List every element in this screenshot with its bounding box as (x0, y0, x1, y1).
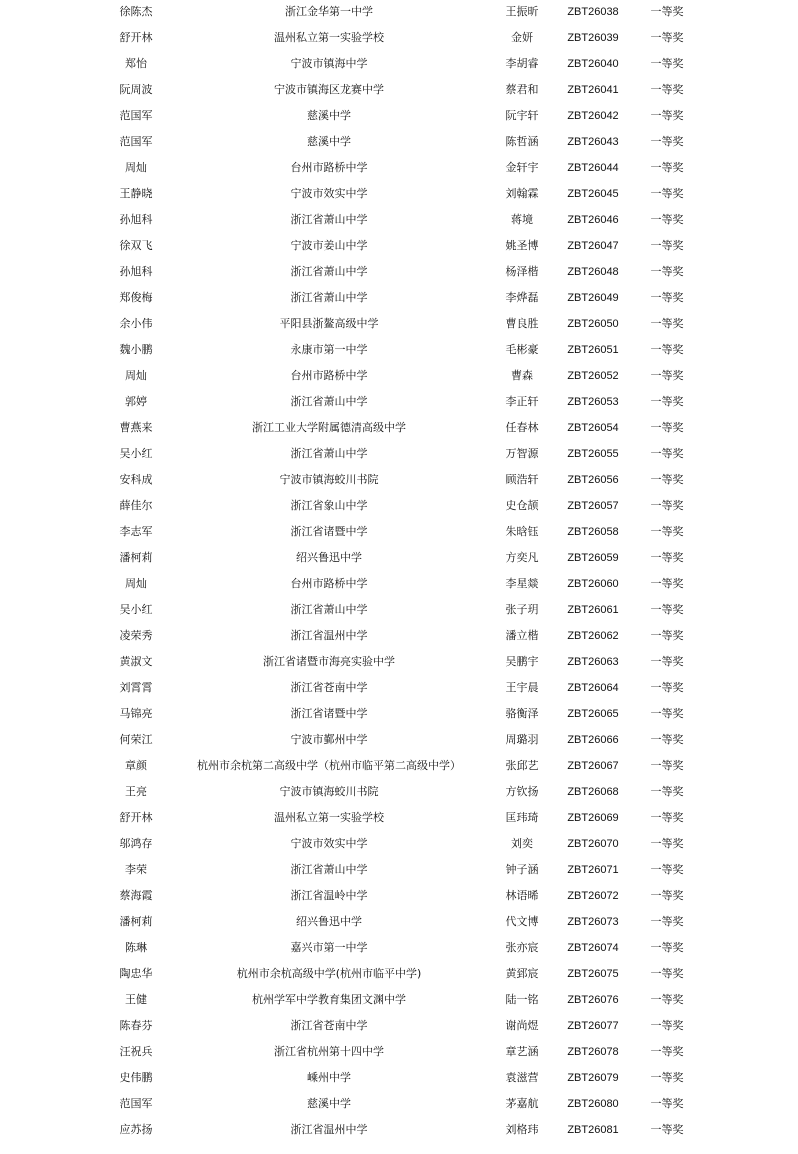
table-row (0, 728, 798, 754)
table-row (0, 390, 798, 416)
table-row (0, 156, 798, 182)
school-name-cell: 宁波市鄞州中学 (290, 733, 368, 746)
student-name-cell: 毛彬豪 (505, 343, 539, 356)
table-row (0, 702, 798, 728)
teacher-name-cell: 应苏扬 (119, 1123, 153, 1136)
award-level-cell: 一等奖 (650, 421, 684, 434)
certificate-code-cell: ZBT26053 (567, 396, 619, 408)
table-row (0, 494, 798, 520)
teacher-name-cell: 何荣江 (119, 733, 153, 746)
school-name-cell: 平阳县浙鳌高级中学 (279, 317, 379, 330)
certificate-code-cell: ZBT26043 (567, 136, 619, 148)
teacher-name-cell: 周灿 (125, 369, 147, 382)
award-level-cell: 一等奖 (650, 265, 684, 278)
teacher-name-cell: 史伟鹏 (119, 1071, 153, 1084)
teacher-name-cell: 徐双飞 (119, 239, 153, 252)
table-row (0, 988, 798, 1014)
school-name-cell: 宁波市镇海蛟川书院 (279, 785, 379, 798)
certificate-code-cell: ZBT26077 (567, 1020, 619, 1032)
certificate-code-cell: ZBT26068 (567, 786, 619, 798)
certificate-code-cell: ZBT26062 (567, 630, 619, 642)
teacher-name-cell: 潘柯莉 (119, 915, 153, 928)
table-row (0, 182, 798, 208)
school-name-cell: 浙江省萧山中学 (290, 265, 368, 278)
school-name-cell: 浙江省苍南中学 (290, 1019, 368, 1032)
student-name-cell: 李胡睿 (505, 57, 539, 70)
table-row (0, 52, 798, 78)
award-level-cell: 一等奖 (650, 759, 684, 772)
table-row (0, 468, 798, 494)
school-name-cell: 浙江省萧山中学 (290, 863, 368, 876)
table-row (0, 78, 798, 104)
student-name-cell: 任春林 (505, 421, 539, 434)
certificate-code-cell: ZBT26046 (567, 214, 619, 226)
school-name-cell: 温州私立第一实验学校 (274, 31, 384, 44)
award-level-cell: 一等奖 (650, 473, 684, 486)
certificate-code-cell: ZBT26071 (567, 864, 619, 876)
award-level-cell: 一等奖 (650, 707, 684, 720)
award-level-cell: 一等奖 (650, 993, 684, 1006)
student-name-cell: 朱晗钰 (505, 525, 539, 538)
school-name-cell: 浙江省诸暨市海亮实验中学 (263, 655, 395, 668)
award-level-cell: 一等奖 (650, 213, 684, 226)
student-name-cell: 方钦扬 (505, 785, 539, 798)
student-name-cell: 钟子涵 (505, 863, 539, 876)
certificate-code-cell: ZBT26081 (567, 1124, 619, 1136)
table-row (0, 1066, 798, 1092)
teacher-name-cell: 郑怡 (125, 57, 147, 70)
award-level-cell: 一等奖 (650, 395, 684, 408)
student-name-cell: 吴鹏宇 (505, 655, 539, 668)
award-level-cell: 一等奖 (650, 317, 684, 330)
award-level-cell: 一等奖 (650, 1097, 684, 1110)
award-level-cell: 一等奖 (650, 57, 684, 70)
teacher-name-cell: 陈琳 (125, 941, 147, 954)
table-row (0, 26, 798, 52)
certificate-code-cell: ZBT26059 (567, 552, 619, 564)
student-name-cell: 陈哲涵 (505, 135, 539, 148)
teacher-name-cell: 王静晓 (119, 187, 153, 200)
teacher-name-cell: 郭婷 (125, 395, 147, 408)
certificate-code-cell: ZBT26051 (567, 344, 619, 356)
certificate-code-cell: ZBT26080 (567, 1098, 619, 1110)
award-level-cell: 一等奖 (650, 941, 684, 954)
school-name-cell: 浙江省象山中学 (290, 499, 368, 512)
table-row (0, 286, 798, 312)
school-name-cell: 台州市路桥中学 (290, 161, 368, 174)
award-level-cell: 一等奖 (650, 5, 684, 18)
school-name-cell: 宁波市效实中学 (290, 837, 368, 850)
student-name-cell: 阮宇轩 (505, 109, 539, 122)
certificate-code-cell: ZBT26042 (567, 110, 619, 122)
award-level-cell: 一等奖 (650, 629, 684, 642)
school-name-cell: 宁波市姜山中学 (290, 239, 368, 252)
award-level-cell: 一等奖 (650, 837, 684, 850)
award-level-cell: 一等奖 (650, 1045, 684, 1058)
teacher-name-cell: 范国军 (119, 135, 153, 148)
award-level-cell: 一等奖 (650, 135, 684, 148)
table-row (0, 0, 798, 26)
student-name-cell: 匡玮琦 (505, 811, 539, 824)
table-row (0, 234, 798, 260)
table-row (0, 832, 798, 858)
award-level-cell: 一等奖 (650, 811, 684, 824)
school-name-cell: 嘉兴市第一中学 (290, 941, 368, 954)
award-level-cell: 一等奖 (650, 655, 684, 668)
school-name-cell: 嵊州中学 (307, 1071, 351, 1084)
table-row (0, 442, 798, 468)
award-level-cell: 一等奖 (650, 733, 684, 746)
teacher-name-cell: 李志军 (119, 525, 153, 538)
teacher-name-cell: 安科成 (119, 473, 153, 486)
student-name-cell: 章艺涵 (505, 1045, 539, 1058)
student-name-cell: 姚圣博 (505, 239, 539, 252)
table-row (0, 910, 798, 936)
table-row (0, 1092, 798, 1118)
certificate-code-cell: ZBT26076 (567, 994, 619, 1006)
certificate-code-cell: ZBT26052 (567, 370, 619, 382)
school-name-cell: 杭州市余杭高级中学(杭州市临平中学) (236, 967, 422, 980)
student-name-cell: 李正轩 (505, 395, 539, 408)
table-row (0, 676, 798, 702)
certificate-code-cell: ZBT26058 (567, 526, 619, 538)
certificate-code-cell: ZBT26045 (567, 188, 619, 200)
award-level-cell: 一等奖 (650, 187, 684, 200)
certificate-code-cell: ZBT26061 (567, 604, 619, 616)
school-name-cell: 浙江省温州中学 (290, 629, 368, 642)
award-level-cell: 一等奖 (650, 499, 684, 512)
certificate-code-cell: ZBT26065 (567, 708, 619, 720)
student-name-cell: 史仓颉 (505, 499, 539, 512)
school-name-cell: 台州市路桥中学 (290, 577, 368, 590)
table-row (0, 572, 798, 598)
school-name-cell: 慈溪中学 (307, 135, 351, 148)
student-name-cell: 刘翰霖 (505, 187, 539, 200)
table-row (0, 1014, 798, 1040)
certificate-code-cell: ZBT26041 (567, 84, 619, 96)
school-name-cell: 浙江省萧山中学 (290, 291, 368, 304)
teacher-name-cell: 阮周波 (119, 83, 153, 96)
student-name-cell: 李烨磊 (505, 291, 539, 304)
student-name-cell: 金轩宇 (505, 161, 539, 174)
student-name-cell: 林语晞 (505, 889, 539, 902)
certificate-code-cell: ZBT26038 (567, 6, 619, 18)
student-name-cell: 袁滋营 (505, 1071, 539, 1084)
award-level-cell: 一等奖 (650, 239, 684, 252)
award-level-cell: 一等奖 (650, 577, 684, 590)
student-name-cell: 陆一铭 (505, 993, 539, 1006)
table-row (0, 260, 798, 286)
table-row (0, 936, 798, 962)
student-name-cell: 潘立楷 (505, 629, 539, 642)
school-name-cell: 浙江省温州中学 (290, 1123, 368, 1136)
certificate-code-cell: ZBT26073 (567, 916, 619, 928)
student-name-cell: 蔡君和 (505, 83, 539, 96)
student-name-cell: 骆衡泽 (505, 707, 539, 720)
certificate-code-cell: ZBT26074 (567, 942, 619, 954)
student-name-cell: 黄郅宸 (505, 967, 539, 980)
school-name-cell: 浙江省杭州第十四中学 (274, 1045, 384, 1058)
table-row (0, 1040, 798, 1066)
school-name-cell: 永康市第一中学 (290, 343, 368, 356)
school-name-cell: 浙江省萧山中学 (290, 603, 368, 616)
school-name-cell: 杭州市余杭第二高级中学（杭州市临平第二高级中学） (197, 759, 461, 772)
teacher-name-cell: 孙旭科 (119, 265, 153, 278)
teacher-name-cell: 郑俊梅 (119, 291, 153, 304)
table-row (0, 884, 798, 910)
teacher-name-cell: 黄淑文 (119, 655, 153, 668)
school-name-cell: 浙江工业大学附属德清高级中学 (252, 421, 406, 434)
certificate-code-cell: ZBT26039 (567, 32, 619, 44)
student-name-cell: 曹良胜 (505, 317, 539, 330)
certificate-code-cell: ZBT26078 (567, 1046, 619, 1058)
award-level-cell: 一等奖 (650, 291, 684, 304)
school-name-cell: 慈溪中学 (307, 109, 351, 122)
teacher-name-cell: 周灿 (125, 161, 147, 174)
student-name-cell: 万智源 (505, 447, 539, 460)
student-name-cell: 刘格玮 (505, 1123, 539, 1136)
school-name-cell: 宁波市镇海区龙赛中学 (274, 83, 384, 96)
certificate-code-cell: ZBT26075 (567, 968, 619, 980)
certificate-code-cell: ZBT26056 (567, 474, 619, 486)
award-level-cell: 一等奖 (650, 603, 684, 616)
table-row (0, 650, 798, 676)
student-name-cell: 周璐羽 (505, 733, 539, 746)
school-name-cell: 温州私立第一实验学校 (274, 811, 384, 824)
table-row (0, 858, 798, 884)
award-level-cell: 一等奖 (650, 161, 684, 174)
certificate-code-cell: ZBT26070 (567, 838, 619, 850)
teacher-name-cell: 孙旭科 (119, 213, 153, 226)
school-name-cell: 浙江省苍南中学 (290, 681, 368, 694)
school-name-cell: 宁波市镇海中学 (290, 57, 368, 70)
teacher-name-cell: 陈春芬 (119, 1019, 153, 1032)
award-level-cell: 一等奖 (650, 1071, 684, 1084)
school-name-cell: 杭州学军中学教育集团文渊中学 (252, 993, 406, 1006)
table-row (0, 546, 798, 572)
teacher-name-cell: 蔡海霞 (119, 889, 153, 902)
certificate-code-cell: ZBT26072 (567, 890, 619, 902)
certificate-code-cell: ZBT26057 (567, 500, 619, 512)
student-name-cell: 杨泽楷 (505, 265, 539, 278)
certificate-code-cell: ZBT26054 (567, 422, 619, 434)
teacher-name-cell: 舒开林 (119, 811, 153, 824)
certificate-code-cell: ZBT26069 (567, 812, 619, 824)
certificate-code-cell: ZBT26064 (567, 682, 619, 694)
certificate-code-cell: ZBT26063 (567, 656, 619, 668)
school-name-cell: 浙江省萧山中学 (290, 395, 368, 408)
award-level-cell: 一等奖 (650, 525, 684, 538)
award-level-cell: 一等奖 (650, 551, 684, 564)
school-name-cell: 浙江省萧山中学 (290, 213, 368, 226)
student-name-cell: 张亦宸 (505, 941, 539, 954)
table-row (0, 780, 798, 806)
certificate-code-cell: ZBT26047 (567, 240, 619, 252)
certificate-code-cell: ZBT26040 (567, 58, 619, 70)
table-row (0, 130, 798, 156)
school-name-cell: 绍兴鲁迅中学 (296, 915, 362, 928)
teacher-name-cell: 周灿 (125, 577, 147, 590)
table-row (0, 962, 798, 988)
student-name-cell: 王振昕 (505, 5, 539, 18)
student-name-cell: 方奕凡 (505, 551, 539, 564)
teacher-name-cell: 范国军 (119, 109, 153, 122)
school-name-cell: 浙江省诸暨中学 (290, 707, 368, 720)
teacher-name-cell: 陶忠华 (119, 967, 153, 980)
school-name-cell: 浙江省诸暨中学 (290, 525, 368, 538)
teacher-name-cell: 王健 (125, 993, 147, 1006)
student-name-cell: 刘奕 (511, 837, 533, 850)
award-level-cell: 一等奖 (650, 31, 684, 44)
student-name-cell: 蒋境 (511, 213, 533, 226)
teacher-name-cell: 王亮 (125, 785, 147, 798)
school-name-cell: 慈溪中学 (307, 1097, 351, 1110)
teacher-name-cell: 薛佳尔 (119, 499, 153, 512)
student-name-cell: 金妍 (511, 31, 533, 44)
teacher-name-cell: 舒开林 (119, 31, 153, 44)
student-name-cell: 王宇晨 (505, 681, 539, 694)
teacher-name-cell: 曹燕来 (119, 421, 153, 434)
teacher-name-cell: 邬鸿存 (119, 837, 153, 850)
award-level-cell: 一等奖 (650, 447, 684, 460)
award-level-cell: 一等奖 (650, 1123, 684, 1136)
teacher-name-cell: 凌荣秀 (119, 629, 153, 642)
certificate-code-cell: ZBT26067 (567, 760, 619, 772)
table-row (0, 1118, 798, 1144)
student-name-cell: 顾浩轩 (505, 473, 539, 486)
certificate-code-cell: ZBT26060 (567, 578, 619, 590)
school-name-cell: 浙江省萧山中学 (290, 447, 368, 460)
teacher-name-cell: 余小伟 (119, 317, 153, 330)
award-level-cell: 一等奖 (650, 863, 684, 876)
table-row (0, 312, 798, 338)
teacher-name-cell: 马锦亮 (119, 707, 153, 720)
certificate-code-cell: ZBT26055 (567, 448, 619, 460)
student-name-cell: 曹森 (511, 369, 533, 382)
award-level-cell: 一等奖 (650, 343, 684, 356)
student-name-cell: 代文博 (505, 915, 539, 928)
award-level-cell: 一等奖 (650, 681, 684, 694)
table-row (0, 520, 798, 546)
school-name-cell: 宁波市效实中学 (290, 187, 368, 200)
teacher-name-cell: 李荣 (125, 863, 147, 876)
award-level-cell: 一等奖 (650, 369, 684, 382)
certificate-code-cell: ZBT26066 (567, 734, 619, 746)
teacher-name-cell: 范国军 (119, 1097, 153, 1110)
award-level-cell: 一等奖 (650, 109, 684, 122)
student-name-cell: 李星燚 (505, 577, 539, 590)
table-row (0, 416, 798, 442)
teacher-name-cell: 章颜 (125, 759, 147, 772)
table-row (0, 208, 798, 234)
teacher-name-cell: 魏小鹏 (119, 343, 153, 356)
student-name-cell: 谢尚煜 (505, 1019, 539, 1032)
award-level-cell: 一等奖 (650, 1019, 684, 1032)
teacher-name-cell: 潘柯莉 (119, 551, 153, 564)
teacher-name-cell: 吴小红 (119, 603, 153, 616)
table-row (0, 598, 798, 624)
school-name-cell: 台州市路桥中学 (290, 369, 368, 382)
table-row (0, 364, 798, 390)
certificate-code-cell: ZBT26049 (567, 292, 619, 304)
teacher-name-cell: 徐陈杰 (119, 5, 153, 18)
table-row (0, 624, 798, 650)
certificate-code-cell: ZBT26079 (567, 1072, 619, 1084)
teacher-name-cell: 汪祝兵 (119, 1045, 153, 1058)
student-name-cell: 张邱艺 (505, 759, 539, 772)
certificate-code-cell: ZBT26050 (567, 318, 619, 330)
certificate-code-cell: ZBT26044 (567, 162, 619, 174)
award-level-cell: 一等奖 (650, 83, 684, 96)
certificate-code-cell: ZBT26048 (567, 266, 619, 278)
teacher-name-cell: 吴小红 (119, 447, 153, 460)
table-row (0, 754, 798, 780)
award-level-cell: 一等奖 (650, 967, 684, 980)
school-name-cell: 绍兴鲁迅中学 (296, 551, 362, 564)
award-level-cell: 一等奖 (650, 785, 684, 798)
award-level-cell: 一等奖 (650, 915, 684, 928)
school-name-cell: 宁波市镇海蛟川书院 (279, 473, 379, 486)
student-name-cell: 茅嘉航 (505, 1097, 539, 1110)
table-row (0, 806, 798, 832)
table-row (0, 338, 798, 364)
table-row (0, 104, 798, 130)
school-name-cell: 浙江省温岭中学 (290, 889, 368, 902)
award-level-cell: 一等奖 (650, 889, 684, 902)
teacher-name-cell: 刘霄霄 (119, 681, 153, 694)
school-name-cell: 浙江金华第一中学 (285, 5, 373, 18)
student-name-cell: 张子玥 (505, 603, 539, 616)
